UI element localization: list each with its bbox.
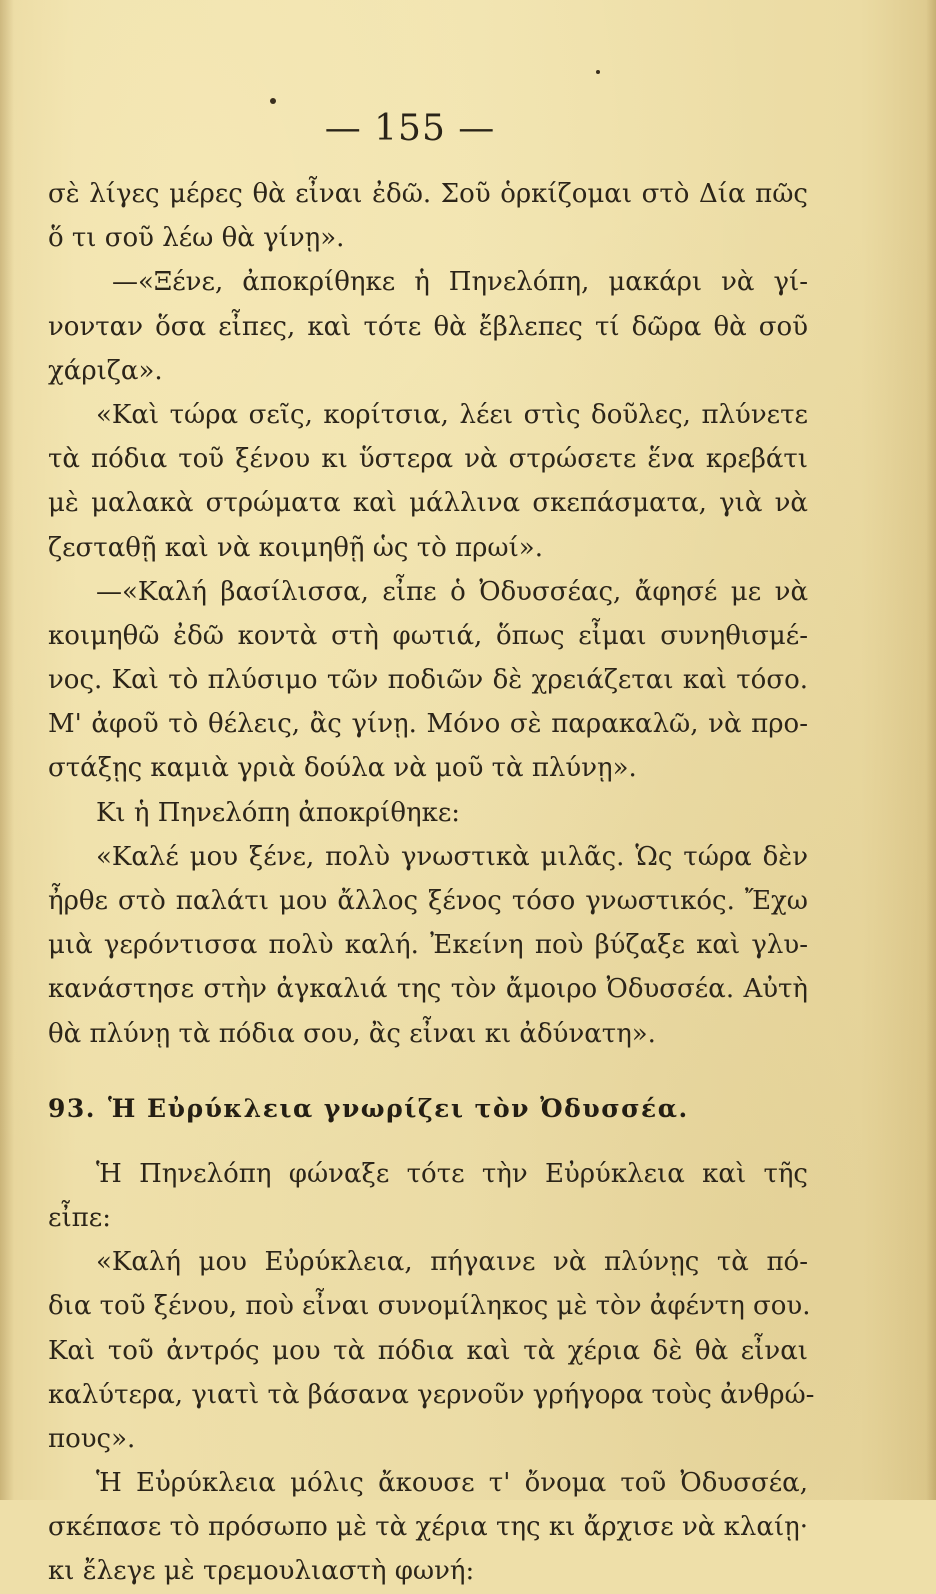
text-line: πους». <box>48 1423 136 1454</box>
text-line: «Καλή μου Εὐρύκλεια, πήγαινε νὰ πλύνῃς τὰ πό- <box>96 1247 808 1278</box>
text-line: «Καὶ τώρα σεῖς, κορίτσια, λέει στὶς δοῦλες, πλύνετε <box>96 399 808 430</box>
section-spacer <box>48 1136 808 1152</box>
section-heading <box>48 1082 808 1136</box>
page-right-edge-shadow <box>926 0 936 1500</box>
text-line: δια τοῦ ξένου, ποὺ εἶναι συνομίληκος μὲ τὸν ἀφέντη σου. <box>48 1291 811 1322</box>
ink-speck <box>596 70 600 74</box>
text-line: ἦρθε στὸ παλάτι μου ἄλλος ξένος τόσο γνωστικός. Ἔχω <box>48 886 808 916</box>
text-line: «Καλέ μου ξένε, πολὺ γνωστικὰ μιλᾶς. Ὡς τώρα δὲν <box>96 841 808 872</box>
text-line: τὰ πόδια τοῦ ξένου κι ὕστερα νὰ στρώσετε ἕνα κρεβάτι <box>48 444 808 475</box>
text-line: νονταν ὅσα εἶπες, καὶ τότε θὰ ἔβλεπες τί δῶρα θὰ σοῦ <box>48 311 808 342</box>
text-line: μιὰ γερόντισσα πολὺ καλή. Ἐκείνη ποὺ βύζαξε καὶ γλυ- <box>48 930 808 961</box>
text-line: θὰ πλύνῃ τὰ πόδια σου, ἂς εἶναι κι ἀδύνατη». <box>48 1018 656 1049</box>
text-line: μὲ μαλακὰ στρώματα καὶ μάλλινα σκεπάσματα, γιὰ νὰ <box>48 488 808 519</box>
text-line: Κι ἡ Πηνελόπη ἀποκρίθηκε: <box>96 797 461 828</box>
text-line: νος. Καὶ τὸ πλύσιμο τῶν ποδιῶν δὲ χρειάζεται καὶ τόσο. <box>48 665 808 696</box>
section-spacer <box>48 1056 808 1082</box>
text-line: ὅ τι σοῦ λέω θὰ γίνῃ». <box>48 223 345 254</box>
text-line: —«Καλή βασίλισσα, εἶπε ὁ Ὀδυσσέας, ἄφησέ με νὰ <box>96 576 808 607</box>
text-line: εἶπε: <box>48 1202 111 1233</box>
ink-speck <box>270 98 276 104</box>
text-line: σκέπασε τὸ πρόσωπο μὲ τὰ χέρια της κι ἄρχισε νὰ κλαίῃ· <box>48 1512 808 1543</box>
text-line: Μ' ἀφοῦ τὸ θέλεις, ἂς γίνῃ. Μόνο σὲ παρακαλῶ, νὰ προ- <box>48 709 808 740</box>
page-left-edge-shadow <box>0 0 14 1500</box>
text-line: καλύτερα, γιατὶ τὰ βάσανα γερνοῦν γρήγορα τοὺς ἀνθρώ- <box>48 1379 815 1410</box>
text-line: κοιμηθῶ ἐδῶ κοντὰ στὴ φωτιά, ὅπως εἶμαι συνηθισμέ- <box>48 620 808 651</box>
text-line: κανάστησε στὴν ἀγκαλιά της τὸν ἄμοιρο Ὀδυσσέα. Αὐτὴ <box>48 974 808 1005</box>
text-line: σὲ λίγες μέρες θὰ εἶναι ἐδῶ. Σοῦ ὁρκίζομαι στὸ Δία πῶς <box>48 179 808 209</box>
text-line: Καὶ τοῦ ἀντρός μου τὰ πόδια καὶ τὰ χέρια δὲ θὰ εἶναι <box>48 1335 808 1366</box>
body-text <box>48 172 815 1594</box>
text-line: Ἡ Εὐρύκλεια μόλις ἄκουσε τ' ὄνομα τοῦ Ὀδυσσέα, <box>96 1468 808 1499</box>
page-number: — 155 — <box>324 108 496 149</box>
text-line: κι ἔλεγε μὲ τρεμουλιαστὴ φωνή: <box>48 1556 475 1587</box>
text-line: ζεσταθῇ καὶ νὰ κοιμηθῇ ὡς τὸ πρωί». <box>48 532 543 563</box>
section-number: 93. <box>48 1093 96 1123</box>
text-line: —«Ξένε, ἀποκρίθηκε ἡ Πηνελόπη, μακάρι νὰ γί- <box>112 267 808 298</box>
text-line: Ἡ Πηνελόπη φώναξε τότε τὴν Εὐρύκλεια καὶ τῆς <box>96 1158 808 1189</box>
text-line: χάριζα». <box>48 355 163 386</box>
text-line: στάξῃς καμιὰ γριὰ δούλα νὰ μοῦ τὰ πλύνῃ». <box>48 753 637 784</box>
section-title: Ἡ Εὐρύκλεια γνωρίζει τὸν Ὀδυσσέα. <box>108 1093 689 1123</box>
